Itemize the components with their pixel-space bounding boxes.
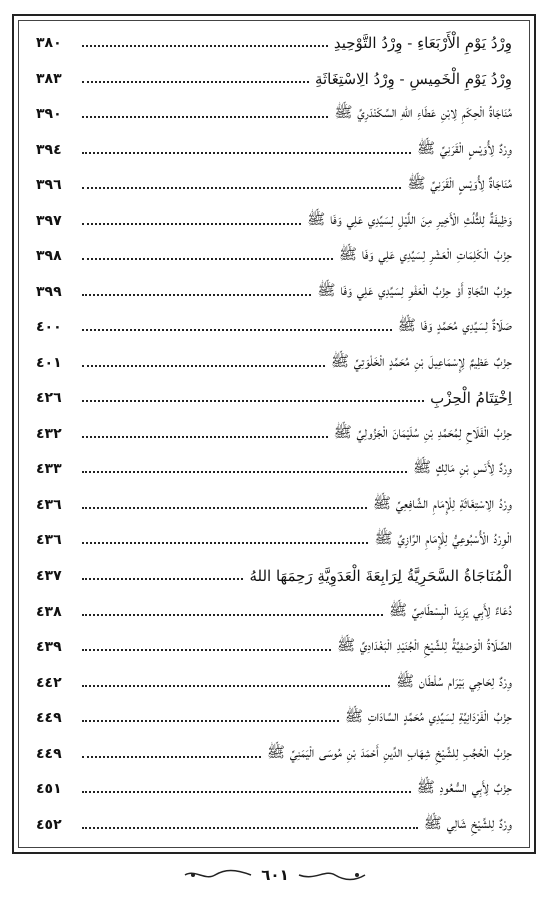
toc-entry[interactable] (36, 312, 512, 342)
toc-entry[interactable] (36, 99, 512, 129)
dot-leader (82, 542, 368, 544)
toc-entry[interactable] (36, 28, 512, 58)
toc-entry[interactable] (36, 703, 512, 733)
toc-entry[interactable] (36, 632, 512, 662)
toc-entry[interactable] (36, 348, 512, 378)
toc-entry-title: الْوِرْدُ الْأُسْبُوعِيُّ لِلْإِمَامِ الرَّازِيِّ ﷺ (374, 529, 512, 548)
toc-entry-page: ٤٤٩ (36, 710, 62, 727)
dot-leader (82, 436, 328, 438)
flourish-left-icon (183, 868, 253, 882)
toc-entry-title: حِزْبُ الْحُجُبِ لِلشَّيْخِ شِهَابِ الدِّينِ أَحْمَدَ بْنِ مُوسَى الْيَمَنِيِّ ﷺ (266, 742, 512, 761)
toc-entry-page: ٤٣٦ (36, 496, 62, 513)
dot-leader (82, 152, 411, 154)
toc-entry[interactable] (36, 135, 512, 165)
dot-leader (82, 294, 311, 296)
dot-leader (82, 258, 333, 260)
toc-entry-title: حِزْبُ الْفَلَاحِ لِمُحَمَّدِ بْنِ سُلَيْمَانَ الْجَزُولِيِّ ﷺ (333, 422, 512, 441)
toc-entry-title: وِرْدٌ لِأَنَسِ بْنِ مَالِكٍ ﷺ (412, 458, 512, 477)
toc-entry-page: ٤٣٧ (36, 567, 62, 584)
toc-entry[interactable] (36, 490, 512, 520)
toc-entry-title: حِزْبٌ لِأَبِي السُّعُودِ ﷺ (416, 778, 512, 797)
dot-leader (82, 507, 367, 509)
toc-entry[interactable] (36, 64, 512, 94)
toc-entry-page: ٤٥٢ (36, 816, 62, 833)
toc-entry-page: ٤٣٩ (36, 639, 62, 656)
dot-leader (82, 365, 325, 367)
toc-entry-title: وِرْدٌ لِحَاجِي بَيْرَام سُلْطَان ﷺ (396, 671, 512, 690)
dot-leader (82, 81, 309, 83)
table-of-contents (36, 28, 512, 840)
dot-leader (82, 45, 328, 47)
toc-entry-title: وِرْدُ يَوْمِ الْأَرْبَعَاءِ - وِرْدُ التَّوْحِيدِ (333, 34, 512, 52)
toc-entry[interactable] (36, 525, 512, 555)
toc-entry-page: ٤٣٣ (36, 461, 62, 478)
toc-entry[interactable] (36, 810, 512, 840)
toc-entry-page: ٤٤٢ (36, 674, 62, 691)
dot-leader (82, 187, 401, 189)
toc-entry-page: ٤٠١ (36, 354, 62, 371)
toc-entry-page: ٤٢٦ (36, 390, 62, 407)
toc-entry-title: حِزْبٌ عَظِيمٌ لِإِسْمَاعِيلَ بْنِ مُحَمَّدٍ الْخَلْوَتِيِّ ﷺ (330, 351, 512, 370)
dot-leader (82, 329, 392, 331)
toc-entry-page: ٣٩٨ (36, 248, 62, 265)
toc-entry-page: ٤٤٩ (36, 745, 62, 762)
toc-entry-page: ٣٩٩ (36, 283, 62, 300)
page-number: ٦٠١ (261, 866, 289, 884)
dot-leader (82, 791, 411, 793)
toc-entry-page: ٤٣٨ (36, 603, 62, 620)
dot-leader (82, 756, 261, 758)
toc-entry-title: صَلَاةٌ لِسَيِّدِي مُحَمَّدٍ وَفَا ﷺ (397, 316, 512, 335)
toc-entry[interactable] (36, 774, 512, 804)
toc-entry-title: مُنَاجَاةٌ لِأُوَيْسٍ الْقَرَنِيِّ ﷺ (407, 174, 512, 193)
toc-entry[interactable] (36, 419, 512, 449)
dot-leader (82, 827, 418, 829)
toc-entry-page: ٣٩٠ (36, 106, 62, 123)
toc-entry-title: حِزْبُ الْكَلِمَاتِ الْعَشْرِ لِسَيِّدِي عَلِي وَفَا ﷺ (338, 245, 512, 264)
toc-entry[interactable] (36, 561, 512, 591)
dot-leader (82, 400, 424, 402)
toc-entry-title: اِخْتِتَامُ الْحِزْبِ (430, 389, 512, 408)
toc-entry-page: ٤٠٠ (36, 319, 62, 336)
toc-entry[interactable] (36, 454, 512, 484)
toc-entry[interactable] (36, 206, 512, 236)
page-footer (0, 866, 550, 884)
toc-entry-page: ٤٣٢ (36, 425, 62, 442)
dot-leader (82, 223, 301, 225)
toc-entry[interactable] (36, 597, 512, 627)
toc-entry-title: حِزْبُ الْفَرْدَانِيَّةِ لِسَيِّدِي مُحَمَّدٍ السَّادَاتِ ﷺ (344, 707, 512, 726)
toc-entry-title: حِزْبُ النَّجَاةِ أَوْ حِزْبُ الْعَفْوِ لِسَيِّدِي عَلِي وَفَا ﷺ (317, 280, 512, 299)
toc-entry-page: ٣٩٧ (36, 212, 62, 229)
toc-entry-page: ٣٨٠ (36, 35, 62, 51)
toc-entry-title: الْمُنَاجَاةُ السَّحَرِيَّةُ لِرَابِعَةَ الْعَدَوِيَّةِ رَحِمَهَا اللهُ (249, 566, 512, 585)
toc-entry-page: ٣٩٦ (36, 177, 62, 194)
toc-entry-title: دُعَاءٌ لِأَبِي يَزِيدَ الْبِسْطَامِيِّ ﷺ (388, 600, 512, 619)
toc-entry-page: ٣٩٤ (36, 141, 62, 158)
toc-entry-page: ٤٣٦ (36, 532, 62, 549)
toc-entry-page: ٤٥١ (36, 781, 62, 798)
toc-entry[interactable] (36, 241, 512, 271)
toc-entry-title: مُنَاجَاةُ الْحِكَمِ لِابْنِ عَطَاءِ اللهِ السَّكَنْدَرِيِّ ﷺ (334, 103, 512, 122)
dot-leader (82, 720, 339, 722)
toc-entry-title: وِرْدٌ لِلشَّيْخِ شَالِي ﷺ (423, 813, 512, 832)
dot-leader (82, 116, 328, 118)
flourish-right-icon (297, 868, 367, 882)
dot-leader (82, 685, 390, 687)
toc-entry-title: وِرْدٌ لِأُوَيْسٍ الْقَرَنِيِّ ﷺ (417, 138, 512, 157)
toc-entry[interactable] (36, 383, 512, 413)
toc-entry-title: وَظِيفَةٌ لِلثُّلُثِ الْأَخِيرِ مِنَ اللَّيْلِ لِسَيِّدِي عَلِي وَفَا ﷺ (307, 209, 512, 228)
toc-entry-page: ٣٨٣ (36, 70, 62, 87)
toc-entry[interactable] (36, 277, 512, 307)
dot-leader (82, 614, 383, 616)
toc-entry-title: وِرْدُ يَوْمِ الْخَمِيسِ - وِرْدُ الِاسْتِغَاثَةِ (314, 69, 512, 88)
dot-leader (82, 471, 407, 473)
toc-entry[interactable] (36, 170, 512, 200)
dot-leader (82, 578, 243, 580)
toc-entry[interactable] (36, 739, 512, 769)
toc-entry-title: الصَّلَاةُ الْوَصْفِيَّةُ لِلشَّيْخِ الْجُنَيْدِ الْبَغْدَادِيِّ ﷺ (336, 636, 512, 655)
toc-entry-title: وِرْدُ الِاسْتِغَاثَةِ لِلْإِمَامِ الشَّافِعِيِّ ﷺ (372, 493, 512, 512)
toc-entry[interactable] (36, 668, 512, 698)
dot-leader (82, 649, 331, 651)
